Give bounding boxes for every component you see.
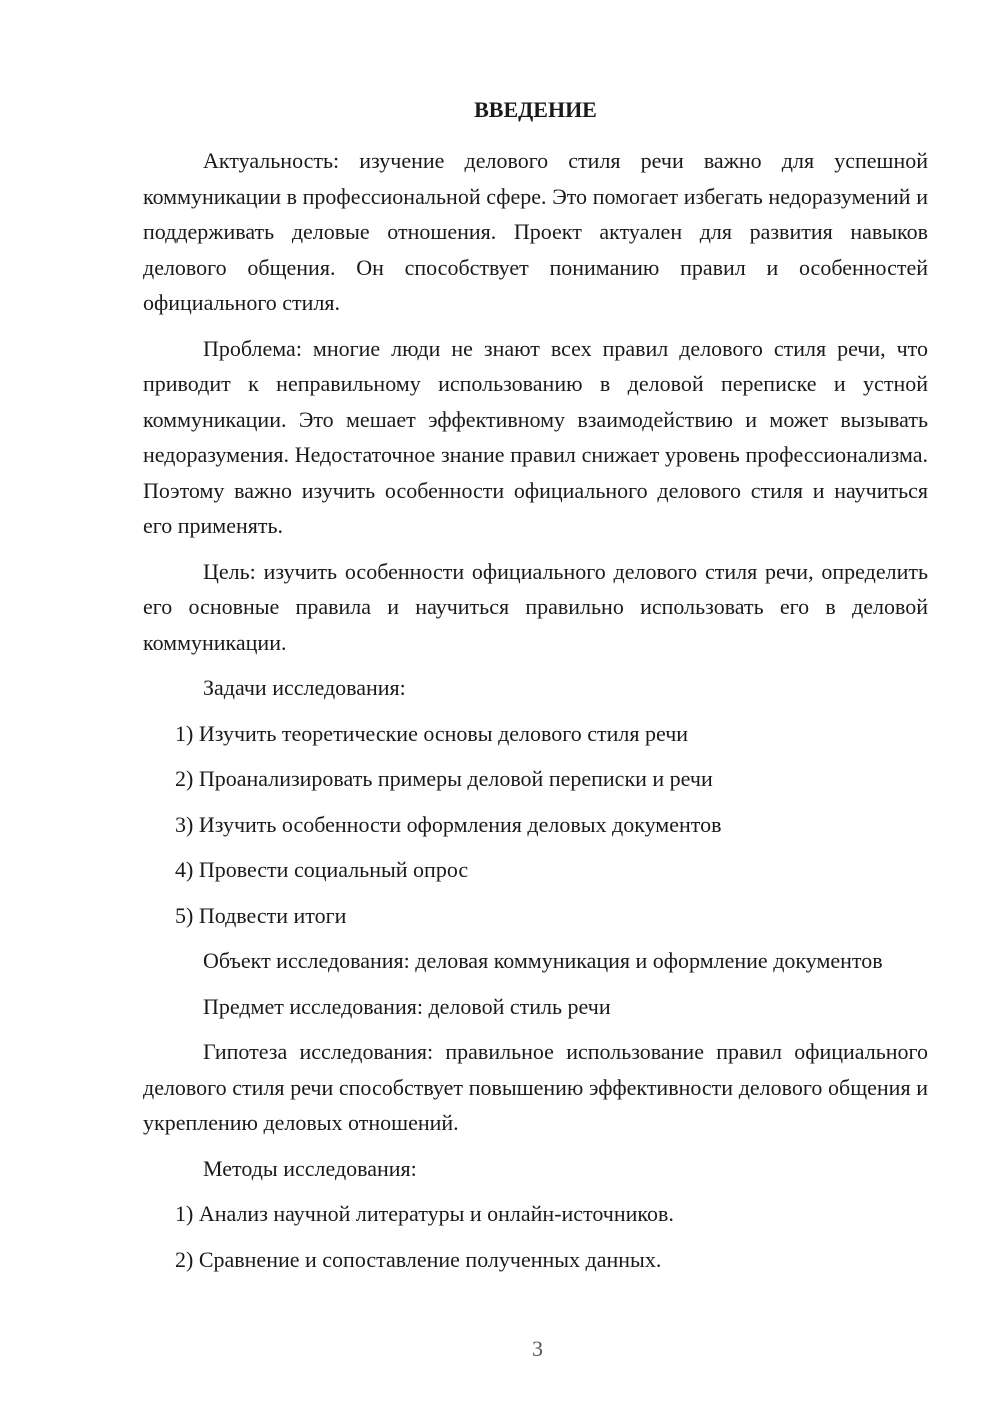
hypothesis-paragraph: Гипотеза исследования: правильное использование правил официального делового стиля речи способствует повышению эффективности делового общения и укреплению деловых отношений. xyxy=(143,1039,928,1135)
page-title: ВВЕДЕНИЕ xyxy=(474,97,597,122)
problem-paragraph: Проблема: многие люди не знают всех правил делового стиля речи, что приводит к неправильному использованию в деловой переписке и устной коммуникации. Это мешает эффективному взаимодействию и может вызывать недоразумения. Недостаточное знание правил снижает уровень профессионализма. Поэтому важно изучить особенности официального делового стиля и научиться его применять. xyxy=(143,335,928,538)
tasks-heading: Задачи исследования: xyxy=(203,675,406,700)
object-paragraph: Объект исследования: деловая коммуникация и оформление документов xyxy=(203,948,883,973)
subject-paragraph: Предмет исследования: деловой стиль речи xyxy=(203,993,611,1019)
method-item: 1) Анализ научной литературы и онлайн-источников. xyxy=(175,1201,674,1226)
document-page xyxy=(143,92,928,1287)
relevance-paragraph: Актуальность: изучение делового стиля речи важно для успешной коммуникации в профессиональной сфере. Это помогает избегать недоразумений и поддерживать деловые отношения. Проект актуален для развития навыков делового общения. Он способствует пониманию правил и особенностей официального стиля. xyxy=(143,148,928,315)
methods-heading: Методы исследования: xyxy=(203,1155,417,1181)
task-item: 4) Провести социальный опрос xyxy=(175,857,469,882)
task-item: 2) Проанализировать примеры деловой переписки и речи xyxy=(175,766,713,791)
task-item: 1) Изучить теоретические основы делового стиля речи xyxy=(175,720,689,746)
task-item: 5) Подвести итоги xyxy=(175,902,347,928)
method-item: 2) Сравнение и сопоставление полученных данных. xyxy=(175,1246,662,1272)
task-item: 3) Изучить особенности оформления деловых документов xyxy=(175,811,722,837)
goal-paragraph: Цель: изучить особенности официального делового стиля речи, определить его основные правила и научиться правильно использовать его в деловой коммуникации. xyxy=(143,558,928,655)
page-number: 3 xyxy=(532,1336,543,1361)
